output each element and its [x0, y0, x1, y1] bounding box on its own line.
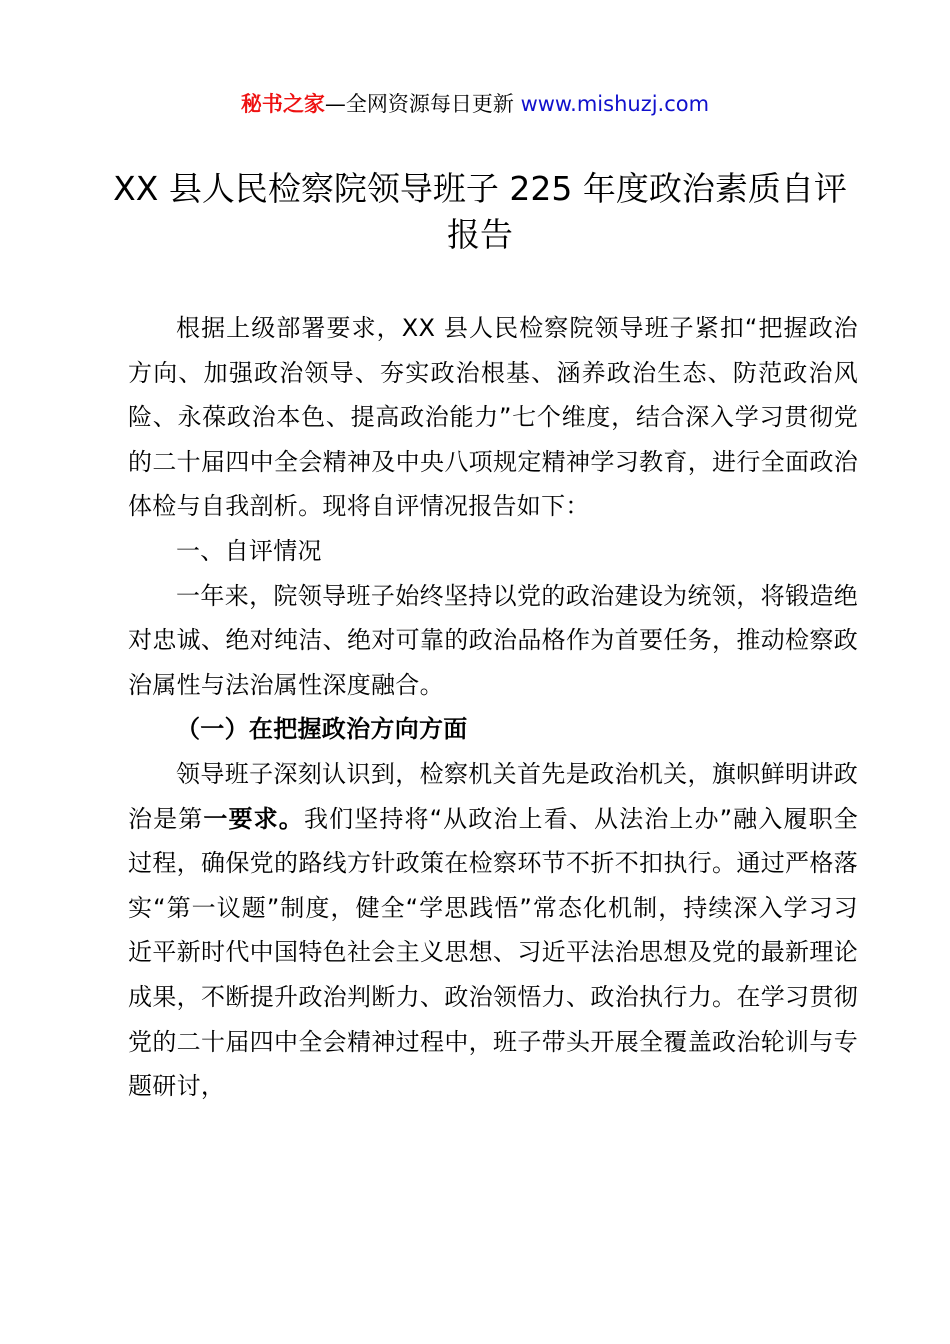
subsection-paragraph: [128, 752, 858, 1109]
intro-paragraph: 根据上级部署要求，XX 县人民检察院领导班子紧扣“把握政治方向、加强政治领导、夯实政治根基、涵养政治生态、防范政治风险、永葆政治本色、提高政治能力”七个维度，结合深入学习贯彻党的二十届四中全会精神及中央八项规定精神学习教育，进行全面政治体检与自我剖析。现将自评情况报告如下：: [128, 314, 858, 521]
subsection-heading: （一）在把握政治方向方面: [176, 715, 468, 744]
section-intro-paragraph: 一年来，院领导班子始终坚持以党的政治建设为统领，将锻造绝对忠诚、绝对纯洁、绝对可靠的政治品格作为首要任务，推动检察政治属性与法治属性深度融合。: [128, 581, 858, 699]
document-title: XX 县人民检察院领导班子 225 年度政治素质自评报告: [113, 169, 847, 254]
site-url-link[interactable]: www.mishuzj.com: [520, 92, 710, 116]
subsection-emphasis: 一要求。: [203, 804, 304, 833]
section-heading: 一、自评情况: [176, 536, 322, 565]
banner-tagline: —全网资源每日更新: [324, 92, 514, 116]
document-body: [128, 306, 858, 1109]
site-banner: [0, 86, 950, 122]
brand-name: 秘书之家: [240, 92, 325, 116]
subsection-text-part1: 领导班子深刻认识到，检察机关首先是政治机关，旗帜鲜明讲政治是第: [128, 759, 858, 833]
subsection-text-part2: 我们坚持将“从政治上看、从法治上办”融入履职全过程，确保党的路线方针政策在检察环节不折不扣执行。通过严格落实“第一议题”制度，健全“学思践悟”常态化机制，持续深入学习习近平新时代中国特色社会主义思想、习近平法治思想及党的最新理论成果，不断提升政治判断力、政治领悟力、政治执行力。在学习贯彻党的二十届四中全会精神过程中，班子带头开展全覆盖政治轮训与专题研讨，: [128, 804, 859, 1101]
